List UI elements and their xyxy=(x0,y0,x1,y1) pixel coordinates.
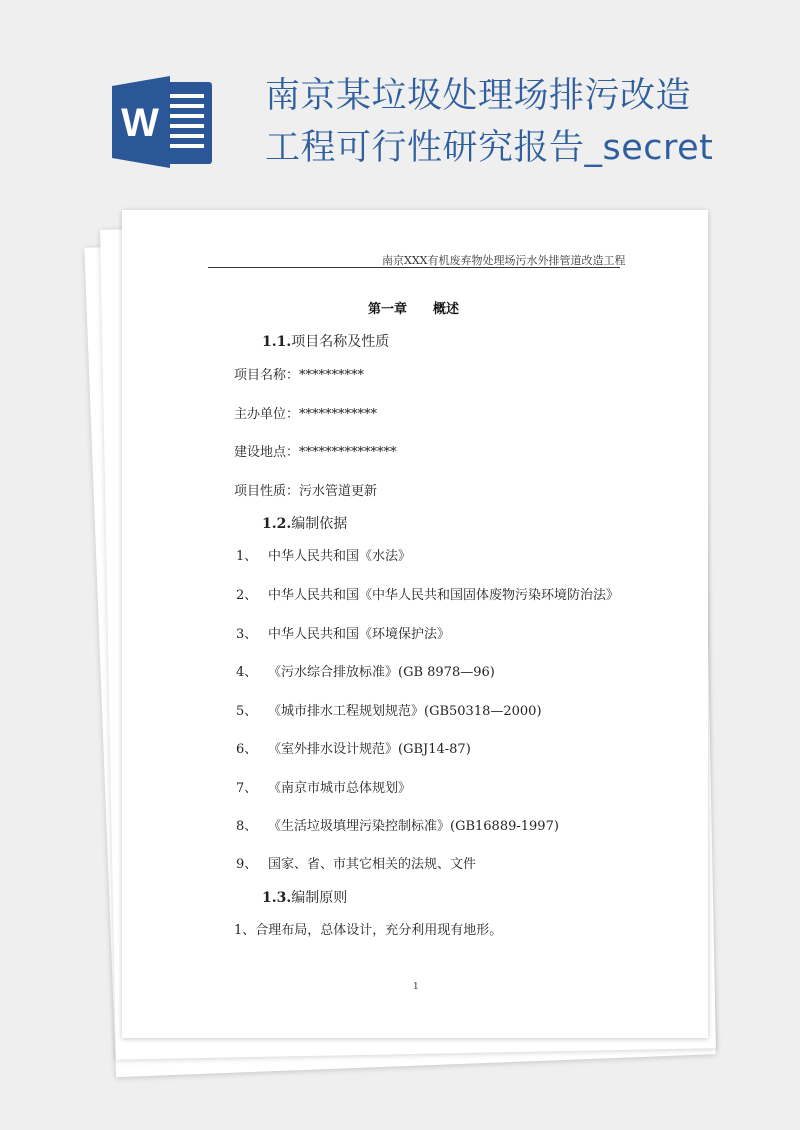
list-number: 9、 xyxy=(236,857,258,872)
list-item xyxy=(236,584,619,603)
field-label: 建设地点： xyxy=(234,445,300,460)
field-label: 项目性质： xyxy=(234,484,300,499)
list-item xyxy=(236,661,495,680)
chapter-heading xyxy=(368,298,459,317)
list-number: 4、 xyxy=(236,665,258,680)
list-number: 7、 xyxy=(236,781,258,796)
section-heading xyxy=(262,331,389,351)
list-text: 《污水综合排放标准》(GB 8978—96) xyxy=(268,665,495,680)
list-number: 3、 xyxy=(236,627,258,642)
list-item xyxy=(236,777,411,796)
list-number: 5、 xyxy=(236,704,258,719)
list-text: 《南京市城市总体规划》 xyxy=(268,781,412,796)
field-value: ********** xyxy=(299,368,365,383)
field-value: 污水管道更新 xyxy=(299,484,378,499)
field-row xyxy=(234,403,377,422)
document-title: 南京某垃圾处理场排污改造工程可行性研究报告_secret xyxy=(265,76,714,168)
chapter-number: 第一章 xyxy=(368,302,408,317)
section-title: 项目名称及性质 xyxy=(291,334,390,350)
section-title: 编制原则 xyxy=(291,890,348,906)
page-number: 1 xyxy=(413,982,419,992)
section-heading xyxy=(262,513,347,533)
list-text: 中华人民共和国《环境保护法》 xyxy=(268,627,451,642)
chapter-name: 概述 xyxy=(433,302,460,317)
list-item xyxy=(236,738,471,757)
document-page xyxy=(122,210,708,1038)
word-document-icon xyxy=(112,76,214,168)
banner xyxy=(0,0,800,210)
list-text: 《室外排水设计规范》(GBJ14-87) xyxy=(268,742,471,757)
list-item xyxy=(236,815,559,834)
list-number: 6、 xyxy=(236,742,258,757)
running-header: 南京XXX有机废弃物处理场污水外排管道改造工程 xyxy=(382,254,626,267)
list-item xyxy=(236,623,450,642)
section-heading xyxy=(262,887,347,907)
section-number: 1.3. xyxy=(262,890,292,906)
header-rule xyxy=(208,267,620,268)
list-text: 《城市排水工程规划规范》(GB50318—2000) xyxy=(268,704,542,719)
field-label: 主办单位： xyxy=(234,407,300,422)
section-number: 1.1. xyxy=(262,334,292,350)
list-text: 中华人民共和国《水法》 xyxy=(268,549,412,564)
section-title: 编制依据 xyxy=(291,516,348,532)
list-text: 中华人民共和国《中华人民共和国固体废物污染环境防治法》 xyxy=(268,588,620,603)
field-label: 项目名称： xyxy=(234,368,300,383)
list-item xyxy=(236,700,542,719)
list-item xyxy=(236,853,476,872)
list-number: 2、 xyxy=(236,588,258,603)
list-number: 8、 xyxy=(236,819,258,834)
field-row xyxy=(234,441,397,460)
field-row xyxy=(234,364,364,383)
list-item xyxy=(236,545,411,564)
field-row xyxy=(234,480,377,499)
field-value: *************** xyxy=(299,445,397,460)
list-text: 国家、省、市其它相关的法规、文件 xyxy=(268,857,477,872)
section-number: 1.2. xyxy=(262,516,292,532)
paragraph: 1、合理布局，总体设计，充分利用现有地形。 xyxy=(234,923,503,938)
svg-text:W: W xyxy=(121,101,159,145)
field-value: ************ xyxy=(299,407,378,422)
list-number: 1、 xyxy=(236,549,258,564)
list-text: 《生活垃圾填埋污染控制标准》(GB16889-1997) xyxy=(268,819,559,834)
